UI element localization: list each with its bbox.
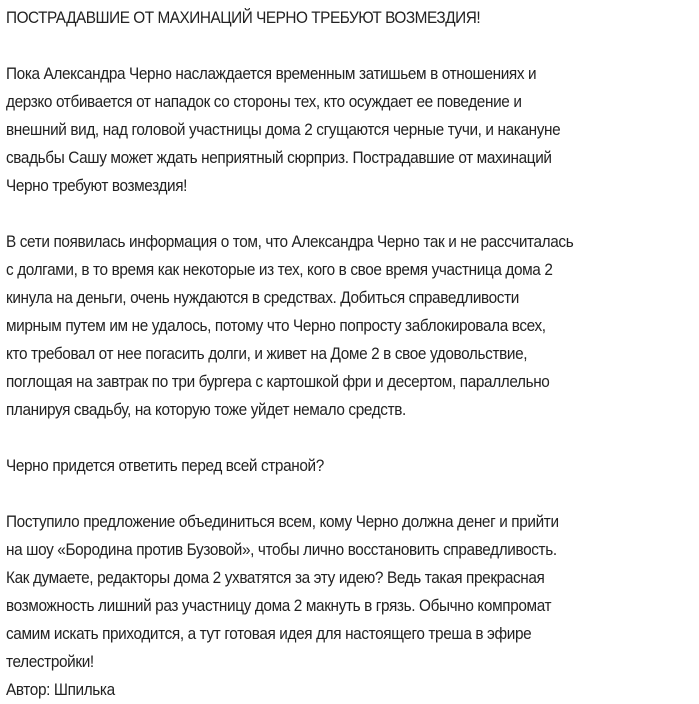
text-line: кинула на деньги, очень нуждаются в средствах. Добиться справедливости bbox=[6, 289, 519, 307]
paragraph-proposal bbox=[6, 508, 696, 704]
text-line: Как думаете, редакторы дома 2 ухватятся за эту идею? Ведь такая прекрасная bbox=[6, 569, 545, 587]
spacer bbox=[6, 480, 696, 508]
text-line: В сети появилась информация о том, что Александра Черно так и не рассчиталась bbox=[6, 233, 574, 251]
text-line: дерзко отбивается от нападок со стороны тех, кто осуждает ее поведение и bbox=[6, 93, 522, 111]
text-line: телестройки! bbox=[6, 653, 94, 671]
spacer bbox=[6, 424, 696, 452]
paragraph-debts bbox=[6, 228, 696, 424]
text-line: мирным путем им не удалось, потому что Черно попросту заблокировала всех, bbox=[6, 317, 546, 335]
text-line: Черно придется ответить перед всей страной? bbox=[6, 457, 324, 475]
spacer bbox=[6, 32, 696, 60]
spacer bbox=[6, 200, 696, 228]
text-line: свадьбы Сашу может ждать неприятный сюрприз. Пострадавшие от махинаций bbox=[6, 149, 552, 167]
text-line: возможность лишний раз участницу дома 2 макнуть в грязь. Обычно компромат bbox=[6, 597, 552, 615]
text-line: внешний вид, над головой участницы дома 2 сгущаются черные тучи, и накануне bbox=[6, 121, 561, 139]
article-title: ПОСТРАДАВШИЕ ОТ МАХИНАЦИЙ ЧЕРНО ТРЕБУЮТ ВОЗМЕЗДИЯ! bbox=[6, 9, 481, 27]
text-line: кто требовал от нее погасить долги, и живет на Доме 2 в свое удовольствие, bbox=[6, 345, 528, 363]
paragraph-subheading bbox=[6, 452, 696, 480]
text-line: Черно требуют возмездия! bbox=[6, 177, 188, 195]
text-line: Пока Александра Черно наслаждается временным затишьем в отношениях и bbox=[6, 65, 537, 83]
text-line: планируя свадьбу, на которую тоже уйдет немало средств. bbox=[6, 401, 406, 419]
text-line: самим искать приходится, а тут готовая идея для настоящего треша в эфире bbox=[6, 625, 532, 643]
text-line: на шоу «Бородина против Бузовой», чтобы лично восстановить справедливость. bbox=[6, 541, 557, 559]
paragraph-intro bbox=[6, 60, 696, 200]
text-line: с долгами, в то время как некоторые из тех, кого в свое время участница дома 2 bbox=[6, 261, 553, 279]
author-line: Автор: Шпилька bbox=[6, 681, 115, 699]
text-line: поглощая на завтрак по три бургера с картошкой фри и десертом, параллельно bbox=[6, 373, 550, 391]
text-line: Поступило предложение объединиться всем, кому Черно должна денег и прийти bbox=[6, 513, 559, 531]
